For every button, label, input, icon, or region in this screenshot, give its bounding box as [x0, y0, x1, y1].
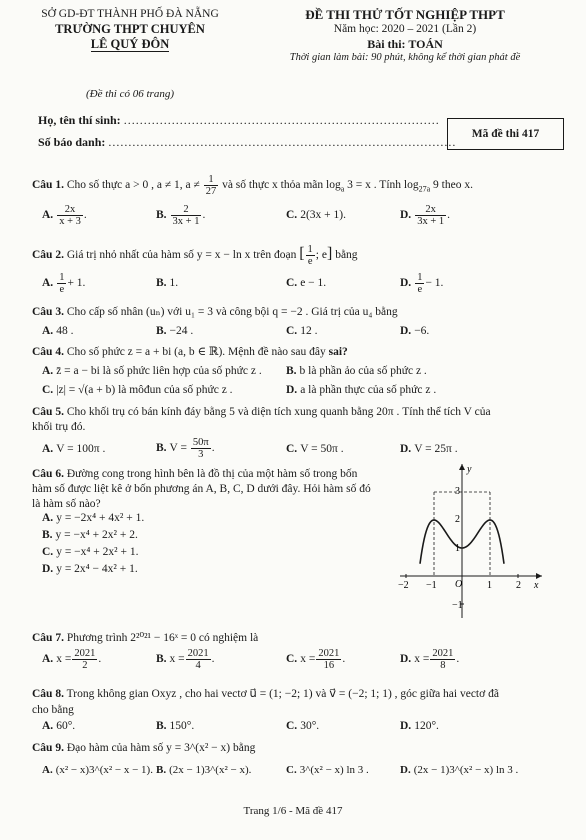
q2-option-d[interactable]: D. $\frac{1}{e}$ − 1.: [400, 272, 444, 295]
tick-y-neg1: −1: [452, 600, 463, 611]
q4-option-a[interactable]: A. z̄ = a − bi là số phức liên hợp của số phức z .: [42, 365, 262, 377]
tick-x-1: 1: [487, 580, 492, 591]
question-6-cont2: là hàm số nào?: [32, 498, 101, 510]
q3-option-b[interactable]: B. −24 .: [156, 325, 194, 337]
question-3: Câu 3. Cho cấp số nhân (uₙ) với u₁ = 3 và công bội q = −2 . Giá trị của u₄ bằng: [32, 306, 398, 318]
q9-option-b[interactable]: B. (2x − 1)3^(x² − x).: [156, 764, 252, 776]
question-7: Câu 7. Phương trình 2²⁰²¹ − 16ˣ = 0 có nghiệm là: [32, 632, 259, 644]
q3-option-a[interactable]: A. 48 .: [42, 325, 74, 337]
tick-y-3: 3: [455, 486, 460, 497]
x-axis-arrow: [536, 573, 542, 579]
question-8-cont: cho bằng: [32, 704, 74, 716]
q7-option-a[interactable]: A. x = $\frac{2021}{2}$ .: [42, 648, 102, 671]
q4-option-d[interactable]: D. a là phần thực của số phức z .: [286, 384, 437, 396]
q6-option-d[interactable]: D. y = 2x⁴ − 4x² + 1.: [42, 563, 138, 575]
q8-option-b[interactable]: B. 150°.: [156, 720, 195, 732]
q2-option-c[interactable]: C. e − 1.: [286, 277, 327, 289]
q3-option-d[interactable]: D. −6.: [400, 325, 430, 337]
question-5: Câu 5. Cho khối trụ có bán kính đáy bằng 5 và diện tích xung quanh bằng 20π . Tính thể tích V của: [32, 406, 491, 418]
origin-label: O: [455, 579, 463, 590]
q9-option-a[interactable]: A. (x² − x)3^(x² − x − 1).: [42, 764, 153, 776]
question-9: Câu 9. Đạo hàm của hàm số y = 3^(x² − x) bằng: [32, 742, 256, 754]
q7-option-d[interactable]: D. x = $\frac{2021}{8}$ .: [400, 648, 460, 671]
tick-y-1: 1: [455, 543, 460, 554]
q9-option-d[interactable]: D. (2x − 1)3^(x² − x) ln 3 .: [400, 764, 519, 776]
candidate-name-row: [38, 113, 440, 128]
q1-option-d[interactable]: D. $\frac{2x}{3x + 1}$ .: [400, 204, 450, 227]
q8-option-d[interactable]: D. 120°.: [400, 720, 439, 732]
q9-option-c[interactable]: C. 3^(x² − x) ln 3 .: [286, 764, 369, 776]
question-6: Câu 6. Đường cong trong hình bên là đồ thị của một hàm số trong bốn: [32, 468, 358, 480]
q1-option-c[interactable]: C. 2(3x + 1).: [286, 209, 346, 221]
question-6-cont: hàm số được liệt kê ở bốn phương án A, B, C, D dưới đây. Hỏi hàm số đó: [32, 483, 371, 495]
q5-option-d[interactable]: D. V = 25π .: [400, 443, 458, 455]
tick-y-2: 2: [455, 514, 460, 525]
header-department: SỞ GD-ĐT THÀNH PHỐ ĐÀ NẴNG: [41, 8, 219, 20]
q7-option-b[interactable]: B. x = $\frac{2021}{4}$ .: [156, 648, 215, 671]
q2-option-a[interactable]: A. $\frac{1}{e}$ + 1.: [42, 272, 86, 295]
function-graph: [396, 460, 546, 620]
tick-x-2: 2: [516, 580, 521, 591]
header-page-note: (Đề thi có 06 trang): [86, 88, 174, 100]
header-school: TRƯỜNG THPT CHUYÊN: [55, 22, 205, 36]
q2-option-b[interactable]: B. 1.: [156, 277, 179, 289]
candidate-name-dots: ...............................................................................: [123, 113, 440, 127]
candidate-id-label: Số báo danh:: [38, 135, 106, 149]
q1-option-b[interactable]: B. $\frac{2}{3x + 1}$ .: [156, 204, 206, 227]
q8-option-a[interactable]: A. 60°.: [42, 720, 76, 732]
q5-option-b[interactable]: B. V = $\frac{50\pi}{3}$ .: [156, 437, 215, 460]
tick-x-neg1: −1: [426, 580, 437, 591]
header-school-name: LÊ QUÝ ĐÔN: [90, 37, 170, 51]
question-2: Câu 2. Giá trị nhỏ nhất của hàm số y = x − ln x trên đoạn [ $\frac{1}{e}$ ; e] bằng: [32, 244, 358, 267]
candidate-id-row: [38, 135, 456, 150]
exam-subject: Bài thi: TOÁN: [367, 37, 443, 51]
question-1: Câu 1. Cho số thực a > 0 , a ≠ 1, a ≠ $\frac{1}{27}$ và số thực x thỏa mãn $\log_a 3 = x$ . Tính $\log_{27a} 9$ theo x.: [32, 174, 473, 197]
q6-option-b[interactable]: B. y = −x⁴ + 2x² + 2.: [42, 529, 138, 541]
q1-option-a[interactable]: A. $\frac{2x}{x + 3}$ .: [42, 204, 87, 227]
q6-option-a[interactable]: A. y = −2x⁴ + 4x² + 1.: [42, 512, 145, 524]
y-axis-label: y: [467, 464, 472, 475]
q4-option-b[interactable]: B. b là phần ảo của số phức z .: [286, 365, 427, 377]
candidate-id-dots: .......................................................................................: [108, 135, 457, 149]
exam-code-box: Mã đề thi 417: [447, 118, 564, 150]
q6-option-c[interactable]: C. y = −x⁴ + 2x² + 1.: [42, 546, 139, 558]
question-8: Câu 8. Trong không gian Oxyz , cho hai vectơ u⃗ = (1; −2; 1) và v⃗ = (−2; 1; 1) , góc giữa hai vectơ đã: [32, 688, 499, 700]
y-axis-arrow: [459, 464, 465, 470]
q7-option-c[interactable]: C. x = $\frac{2021}{16}$ .: [286, 648, 346, 671]
q3-option-c[interactable]: C. 12 .: [286, 325, 318, 337]
tick-x-neg2: −2: [398, 580, 409, 591]
question-5-cont: khối trụ đó.: [32, 421, 86, 433]
q5-option-a[interactable]: A. V = 100π .: [42, 443, 106, 455]
exam-time: Thời gian làm bài: 90 phút, không kể thời gian phát đề: [289, 52, 521, 63]
exam-title: ĐỀ THI THỬ TỐT NGHIỆP THPT: [305, 7, 505, 22]
question-4: Câu 4. Cho số phức z = a + bi (a, b ∈ ℝ). Mệnh đề nào sau đây sai?: [32, 346, 348, 358]
q4-option-c[interactable]: C. |z| = √(a + b) là môđun của số phức z .: [42, 384, 233, 396]
x-axis-label: x: [534, 580, 539, 591]
exam-year: Năm học: 2020 – 2021 (Lần 2): [333, 23, 477, 35]
page-footer: Trang 1/6 - Mã đề 417: [243, 805, 343, 817]
q5-option-c[interactable]: C. V = 50π .: [286, 443, 344, 455]
q8-option-c[interactable]: C. 30°.: [286, 720, 320, 732]
candidate-name-label: Họ, tên thí sinh:: [38, 113, 121, 127]
